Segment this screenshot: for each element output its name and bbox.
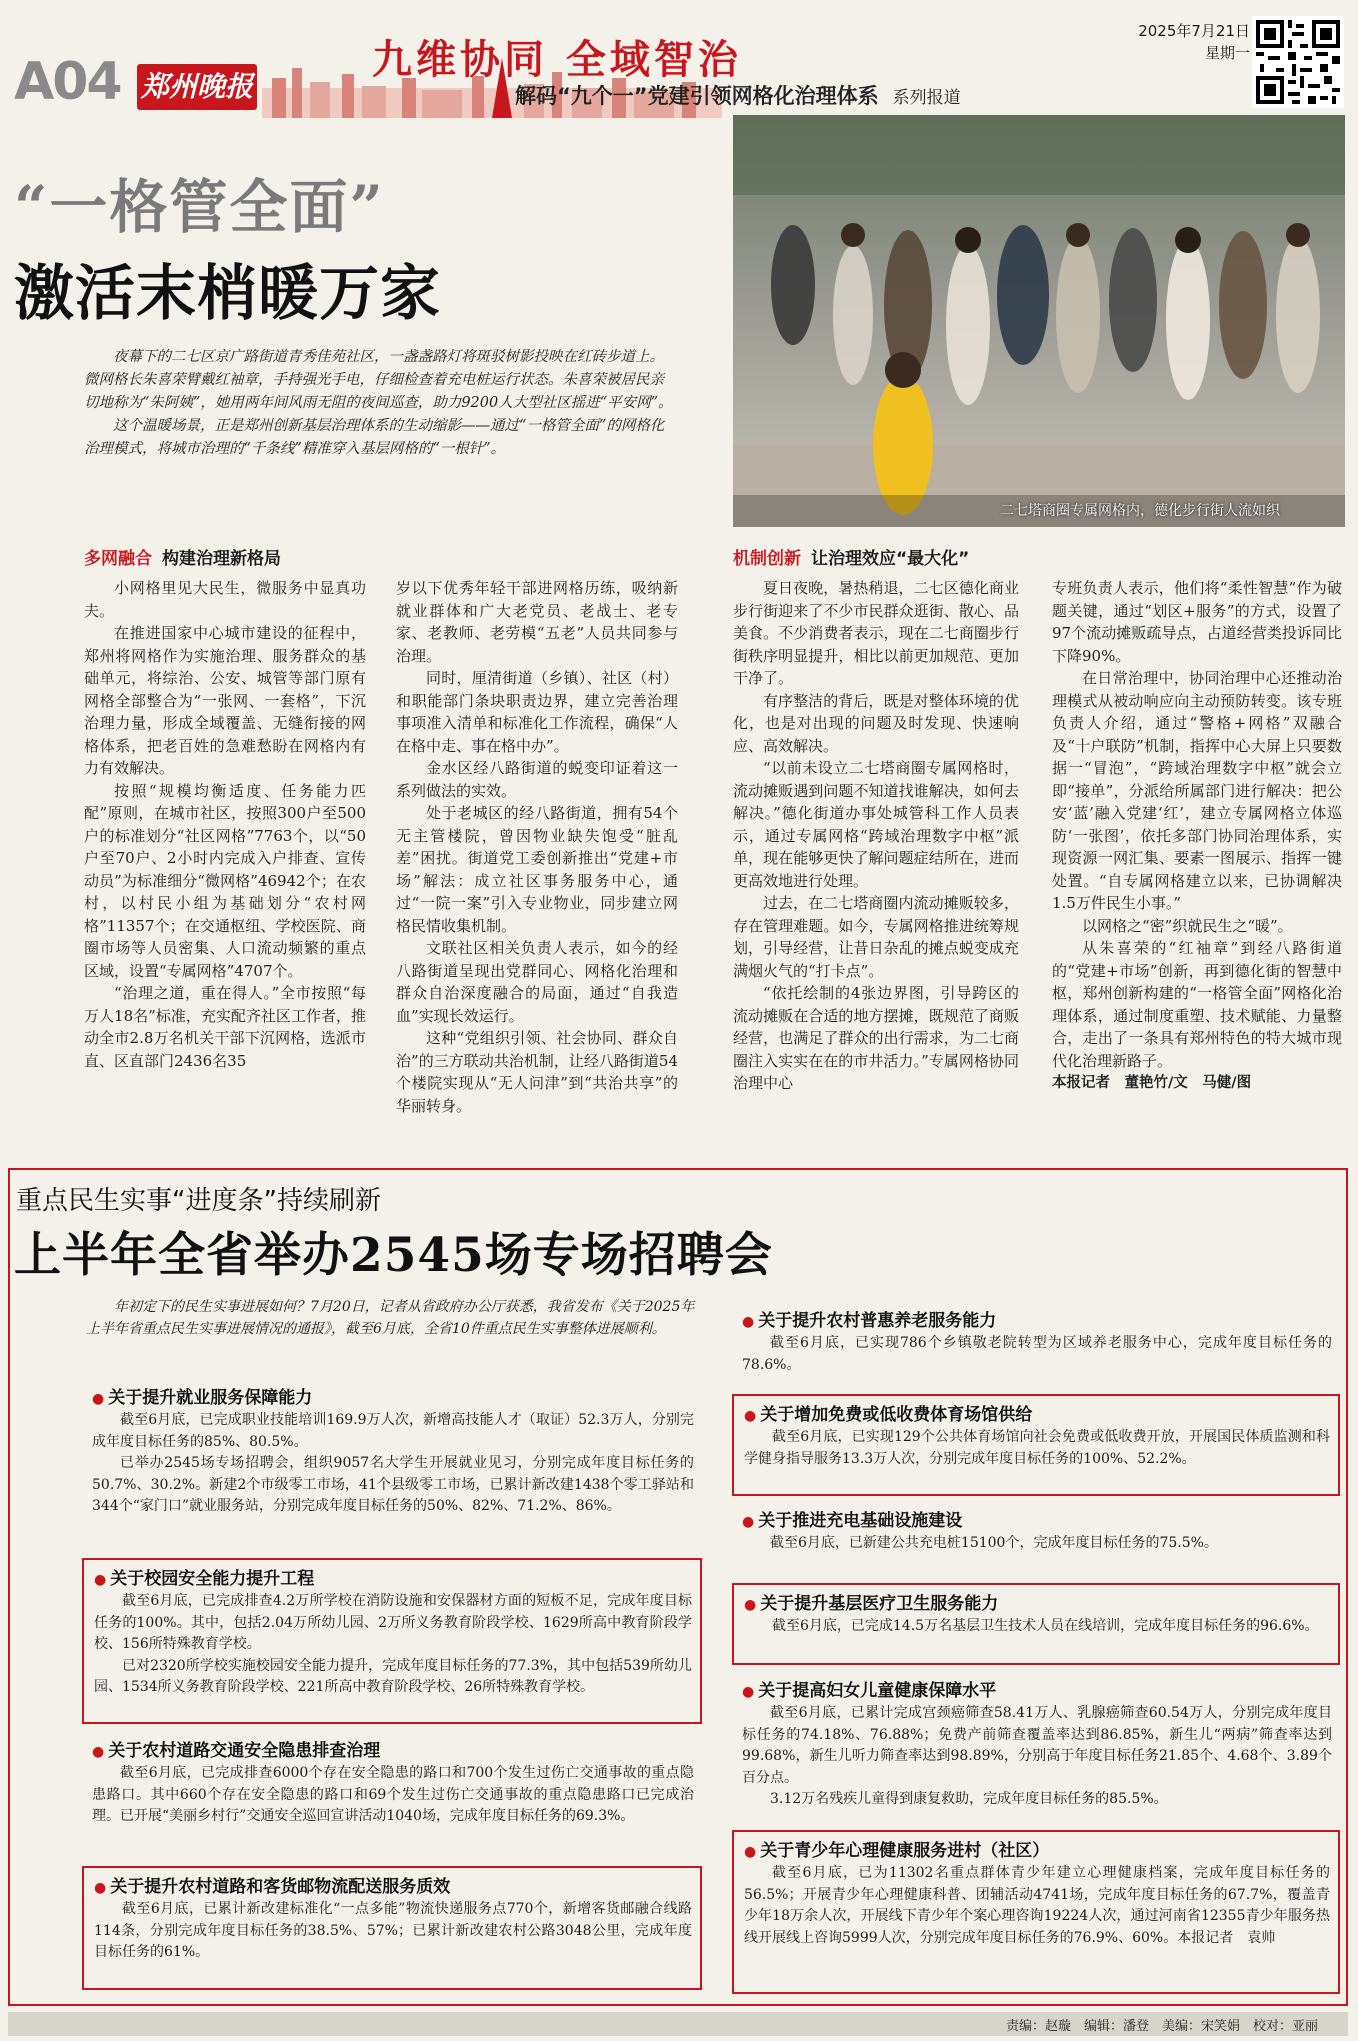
paragraph: 有序整洁的背后，既是对整体环境的优化，也是对出现的问题及时发现、快速响应、高效解决。 <box>733 691 1019 755</box>
livelihood-item <box>732 1676 1340 1811</box>
paragraph: 小网格里见大民生，微服务中显真功夫。 <box>84 579 366 620</box>
paragraph: 在推进国家中心城市建设的征程中，郑州将网格作为实施治理、服务群众的基础单元，将综治、公安、城管等部门原有网格全部整合为“一张网、一套格”，下沉治理力量，形成全域覆盖、无缝衔接的网格体系，把老百姓的急难愁盼在网格内有力有效解决。 <box>84 624 366 777</box>
paragraph: 金水区经八路街道的蜕变印证着这一系列做法的实效。 <box>396 759 678 800</box>
paragraph: 以网格之“密”织就民生之“暖”。 <box>1082 916 1293 935</box>
item-title: ● 关于提升农村道路和客货邮物流配送服务质效 <box>84 1872 700 1899</box>
paragraph: 已举办2545场专场招聘会，组织9057名大学生开展就业见习，分别完成年度目标任务的50.7%、30.2%。新建2个市级零工市场，41个县级零工市场，已累计新改建1438个零工驿站和344个“家门口”就业服务站，分别完成年度目标任务的50%、82%、71.2%、86%。 <box>92 1455 694 1514</box>
article-column-3 <box>733 577 1019 1095</box>
section-heading <box>84 544 281 569</box>
date-text: 2025年7月21日 <box>1138 22 1250 40</box>
paragraph: 按照“规模均衡适度、任务能力匹配”原则，在城市社区，按照300户至500户的标准划分“社区网格”7763个，以“50户至70户、2小时内完成入户排查、宣传动员”为标准细分“微网格”46942个；在农村，以村民小组为基础划分“农村网格”11357个；在交通枢纽、学校医院、商圈市场等人员密集、人口流动频繁的重点区域，设置“专属网格”4707个。 <box>84 781 366 980</box>
item-body <box>82 1410 702 1518</box>
page-number: A04 <box>14 52 121 112</box>
item-body <box>732 1533 1340 1555</box>
article-headline: 激活末梢暖万家 <box>14 259 441 329</box>
lead-paragraph: 夜幕下的二七区京广路街道青秀佳苑社区，一盏盏路灯将斑驳树影投映在红砖步道上。微网格长朱喜荣臂戴红袖章，手持强光手电，仔细检查着充电桩运行状态。朱喜荣被居民亲切地称为“朱阿姨”，她用两年间风雨无阻的夜间巡查，助力9200人大型社区摇进“平安网”。 <box>84 349 673 411</box>
qr-code-icon[interactable] <box>1252 16 1344 108</box>
item-title: ● 关于青少年心理健康服务进村（社区） <box>734 1836 1338 1863</box>
paragraph: “依托绘制的4张边界图，引导跨区的流动摊贩在合适的地方摆摊，既规范了商贩经营，也满足了群众的出行需求，为二七商圈注入实实在在的市井活力。”专属网格协同治理中心 <box>733 984 1019 1092</box>
newspaper-logo: 郑州晚报 <box>137 64 257 110</box>
item-title: ● 关于提升农村普惠养老服务能力 <box>732 1306 1340 1333</box>
livelihood-item <box>82 1866 702 1990</box>
section-heading <box>733 544 969 569</box>
livelihood-item <box>82 1383 702 1518</box>
paragraph: 这种“党组织引领、社会协同、群众自治”的三方联动共治机制，让经八路街道54个楼院实现从“无人问津”到“共治共享”的华丽转身。 <box>396 1029 678 1115</box>
item-title: ● 关于推进充电基础设施建设 <box>732 1506 1340 1533</box>
livelihood-item <box>732 1394 1340 1496</box>
paragraph: “治理之道，重在得人。”全市按照“每万人18名”标准，充实配齐社区工作者，推动全市2.8万名机关干部下沉网格，选派市直、区直部门2436名35 <box>84 984 366 1070</box>
livelihood-item <box>82 1736 702 1828</box>
paragraph: 截至6月底，已新建公共充电桩15100个，完成年度目标任务的75.5%。 <box>770 1535 1218 1551</box>
livelihood-item <box>732 1306 1340 1376</box>
item-body <box>734 1863 1338 1949</box>
item-title: ● 关于增加免费或低收费体育场馆供给 <box>734 1400 1338 1427</box>
header-subtitle <box>515 80 961 110</box>
section-tag: 多网融合 <box>84 549 152 569</box>
paragraph: 在日常治理中，协同治理中心还推动治理模式从被动响应向主动预防转变。该专班负责人介绍，通过“警格+网格”双融合及“十户联防”机制，指挥中心大屏上只要数据一“冒泡”，“跨域治理数字中枢”就会立即“接单”，分派给所属部门进行解决：把公安‘蓝’融入党建‘红’，建立专属网格立体巡防‘一张图’，依托多部门协同治理体系，实现资源一网汇集、要素一图展示、指挥一键处置。“自专属网格建立以来，已协调解决1.5万件民生小事。” <box>1052 669 1342 912</box>
paragraph: 截至6月底，已实现786个乡镇敬老院转型为区域养老服务中心，完成年度目标任务的78.6%。 <box>742 1335 1332 1373</box>
item-title: ● 关于校园安全能力提升工程 <box>84 1564 700 1591</box>
article-column-1 <box>84 577 366 1072</box>
lead-paragraph: 这个温暖场景，正是郑州创新基层治理体系的生动缩影——通过“一格管全面”的网格化治理模式，将城市治理的“千条线”精准穿入基层网格的“一根针”。 <box>84 418 665 457</box>
article-column-2 <box>396 577 678 1117</box>
item-body <box>84 1591 700 1699</box>
paragraph: 从朱喜荣的“红袖章”到经八路街道的“党建+市场”创新，再到德化街的智慧中枢，郑州创新构建的“一格管全面”网格化治理体系，通过制度重塑、技术赋能、力量整合，走出了一条具有郑州特色的特大城市现代化治理新路子。 <box>1052 939 1342 1070</box>
livelihood-item <box>732 1583 1340 1665</box>
article-lead <box>84 346 676 461</box>
paragraph: 夏日夜晚，暑热稍退，二七区德化商业步行街迎来了不少市民群众逛街、散心、品美食。不少消费者表示，现在二七商圈步行街秩序明显提升，相比以前更加规范、更加干净了。 <box>733 579 1019 687</box>
paragraph: 截至6月底，已累计完成宫颈癌筛查58.41万人、乳腺癌筛查60.54万人，分别完成年度目标任务的74.18%、76.88%；免费产前筛查覆盖率达到86.85%，新生儿“两病”筛查率达到99.68%，新生儿听力筛查率达到98.89%，分别高于年度目标任务21.85个、4.68个、3.89个百分点。 <box>742 1705 1332 1786</box>
paragraph: 截至6月底，已完成14.5万名基层卫生技术人员在线培训，完成年度目标任务的96.6%。 <box>772 1618 1319 1634</box>
livelihood-item <box>732 1506 1340 1555</box>
item-title: ● 关于提升就业服务保障能力 <box>82 1383 702 1410</box>
article2-lead <box>86 1296 706 1340</box>
paragraph: 岁以下优秀年轻干部进网格历练，吸纳新就业群体和广大老党员、老战士、老专家、老教师、老劳模“五老”人员共同参与治理。 <box>396 579 678 665</box>
paragraph: “以前未设立二七塔商圈专属网格时，流动摊贩遇到问题不知道找谁解决，如何去解决。”德化街道办事处城管科工作人员表示，通过专属网格“跨域治理数字中枢”派单，现在能够更快了解问题症结所在，进而更高效地进行处理。 <box>733 759 1019 890</box>
photo-caption: 二七塔商圈专属网格内，德化步行街人流如织 <box>1000 503 1280 519</box>
item-body <box>84 1899 700 1964</box>
item-title: ● 关于提高妇女儿童健康保障水平 <box>732 1676 1340 1703</box>
paragraph: 处于老城区的经八路街道，拥有54个无主管楼院，曾因物业缺失饱受“脏乱差”困扰。街道党工委创新推出“党建+市场”解法：成立社区事务服务中心，通过“一院一案”引入专业物业，同步建立网格民情收集机制。 <box>396 804 678 935</box>
item-body <box>732 1703 1340 1811</box>
article-kicker: “一格管全面” <box>14 173 385 241</box>
article2-subhead: 重点民生实事“进度条”持续刷新 <box>16 1186 381 1216</box>
livelihood-item <box>82 1558 702 1724</box>
section-title: 构建治理新格局 <box>162 549 281 569</box>
paragraph: 截至6月底，已累计新改建标准化“一点多能”物流快递服务点770个，新增客货邮融合线路114条，分别完成年度目标任务的38.5%、57%；已累计新改建农村公路3048公里，完成年度目标任务的61%。 <box>94 1901 692 1960</box>
paragraph: 截至6月底，已实现129个公共体育场馆向社会免费或低收费开放，开展国民体质监测和科学健身指导服务13.3万人次，分别完成年度目标任务的100%、52.2%。 <box>744 1429 1330 1467</box>
article-column-4 <box>1052 577 1342 1095</box>
issue-date <box>1124 20 1250 64</box>
editor-credits: 责编：赵璇 编辑：潘登 美编：宋笑娟 校对：亚丽 <box>1006 2019 1319 2034</box>
item-body <box>734 1427 1338 1470</box>
paragraph: 过去，在二七塔商圈内流动摊贩较多，存在管理难题。如今，专属网格推进统筹规划，引导经营，让昔日杂乱的摊点蜕变成充满烟火气的“打卡点”。 <box>733 894 1019 980</box>
lead-paragraph: 年初定下的民生实事进展如何？7月20日，记者从省政府办公厅获悉，我省发布《关于2025年上半年省重点民生实事进展情况的通报》，截至6月底，全省10件重点民生实事整体进展顺利。 <box>86 1299 695 1337</box>
paragraph: 截至6月底，已完成排查4.2万所学校在消防设施和安保器材方面的短板不足，完成年度目标任务的100%。其中，包括2.04万所幼儿园、2万所义务教育阶段学校、1629所高中教育阶段学校、156所特殊教育学校。 <box>94 1593 692 1652</box>
paragraph: 专班负责人表示，他们将“柔性智慧”作为破题关键，通过“划区+服务”的方式，设置了97个流动摊贩疏导点，占道经营类投诉同比下降90%。 <box>1052 579 1342 665</box>
article2-headline: 上半年全省举办2545场专场招聘会 <box>14 1228 773 1283</box>
paragraph: 截至6月底，已完成排查6000个存在安全隐患的路口和700个发生过伤亡交通事故的重点隐患路口。其中660个存在安全隐患的路口和69个发生过伤亡交通事故的重点隐患路口已完成治理。已开展“美丽乡村行”交通安全巡回宣讲活动1040场，完成年度目标任务的69.3%。 <box>92 1765 694 1824</box>
series-title: 解码“九个一”党建引领网格化治理体系 <box>515 84 879 108</box>
paragraph: 文联社区相关负责人表示，如今的经八路街道呈现出党群同心、网格化治理和群众自治深度融合的局面，通过“自我造血”实现长效运行。 <box>396 939 678 1025</box>
series-label: 系列报道 <box>892 88 961 108</box>
paragraph: 同时，厘清街道（乡镇）、社区（村）和职能部门条块职责边界，建立完善治理事项准入清单和标准化工作流程，确保“人在格中走、事在格中办”。 <box>396 669 678 755</box>
header-slogan: 九维协同 全域智治 <box>372 36 742 83</box>
paragraph: 截至6月底，已为11302名重点群体青少年建立心理健康档案，完成年度目标任务的56.5%；开展青少年心理健康科普、团辅活动4741场，完成年度目标任务的67.7%，覆盖青少年18万余人次，开展线下青少年个案心理咨询19224人次，通过河南省12355青少年服务热线开展线上咨询5999人次，分别完成年度目标任务的76.9%、60%。本报记者 袁帅 <box>744 1865 1330 1946</box>
paragraph: 已对2320所学校实施校园安全能力提升，完成年度目标任务的77.3%，其中包括539所幼儿园、1534所义务教育阶段学校、221所高中教育阶段学校、26所特殊教育学校。 <box>94 1657 692 1695</box>
item-body <box>732 1333 1340 1376</box>
paragraph: 3.12万名残疾儿童得到康复救助，完成年度目标任务的85.5%。 <box>770 1791 1168 1807</box>
section-tag: 机制创新 <box>733 549 801 569</box>
weekday-text: 星期一 <box>1204 44 1250 62</box>
item-title: ● 关于农村道路交通安全隐患排查治理 <box>82 1736 702 1763</box>
item-title: ● 关于提升基层医疗卫生服务能力 <box>734 1589 1338 1616</box>
paragraph: 截至6月底，已完成职业技能培训169.9万人次，新增高技能人才（取证）52.3万人，分别完成年度目标任务的85%、80.5%。 <box>92 1412 694 1450</box>
item-body <box>734 1616 1338 1638</box>
article-byline: 本报记者 董艳竹/文 马健/图 <box>1052 1075 1252 1091</box>
section-title: 让治理效应“最大化” <box>811 549 970 569</box>
livelihood-item <box>732 1830 1340 1994</box>
item-body <box>82 1763 702 1828</box>
street-crowd-photo <box>733 115 1345 527</box>
